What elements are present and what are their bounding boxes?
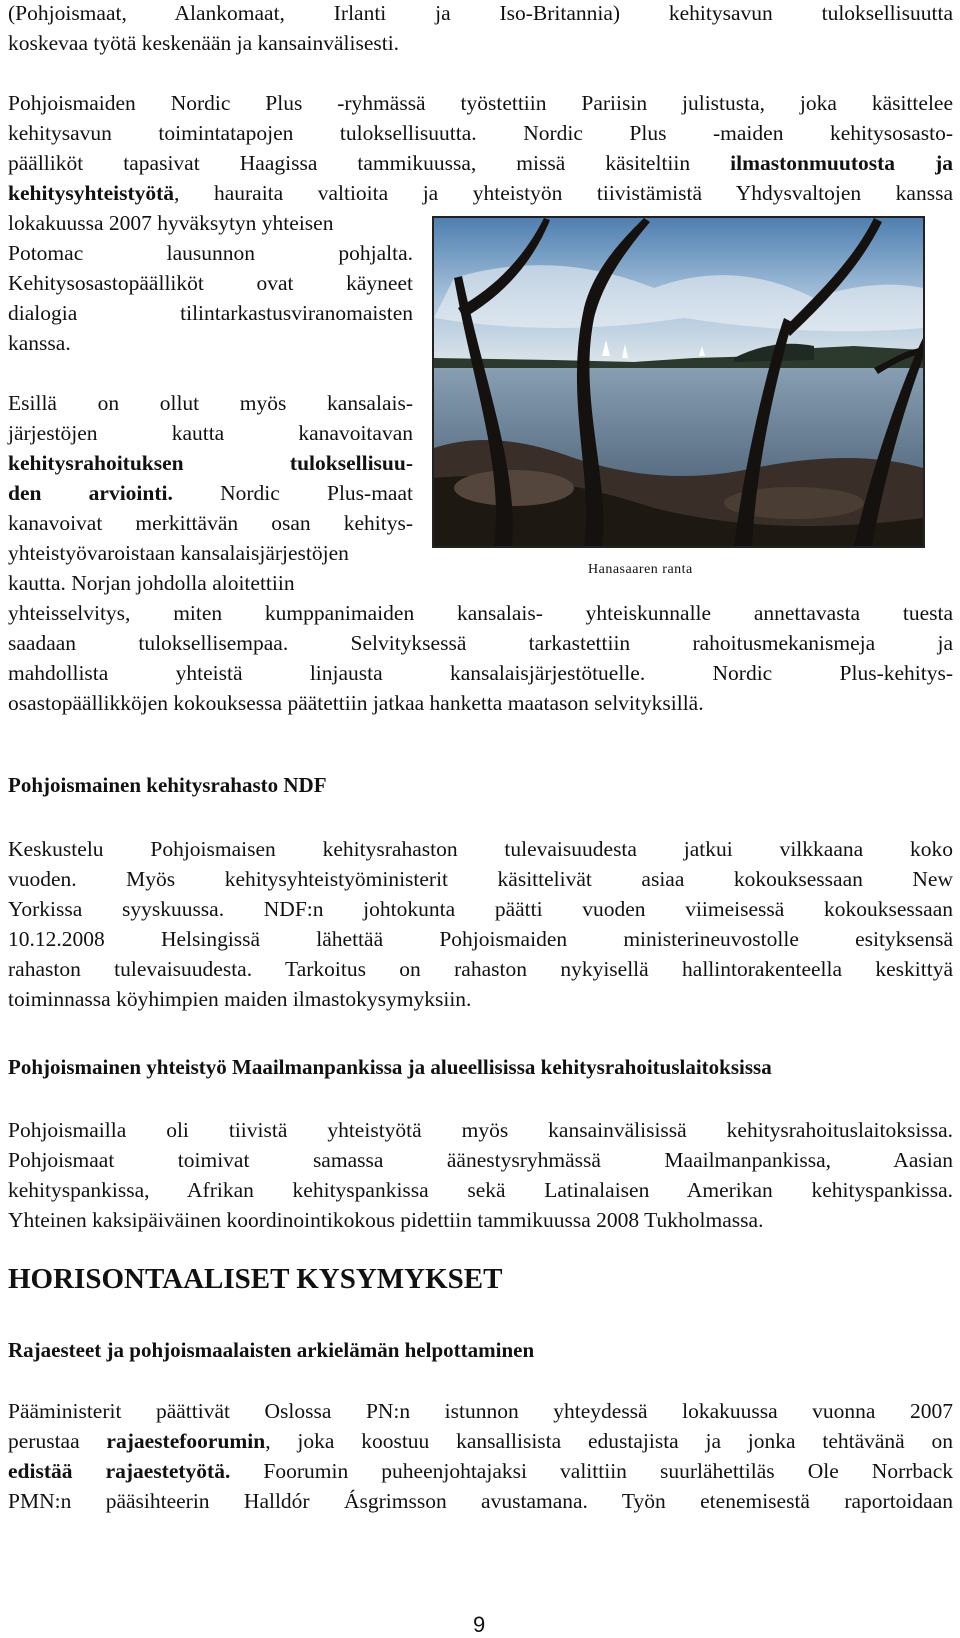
text-line: Pohjoismailla oli tiivistä yhteistyötä myös kansainvälisissä kehitysrahoituslaitoksissa. bbox=[8, 1118, 953, 1142]
text-line: kanssa. bbox=[8, 331, 71, 355]
text-line bbox=[8, 180, 953, 206]
text-line: toiminnassa köyhimpien maiden ilmastokysymyksiin. bbox=[8, 987, 472, 1011]
figure-caption: Hanasaaren ranta bbox=[588, 562, 693, 577]
text-line: Yhteinen kaksipäiväinen koordinointikokous pidettiin tammikuussa 2008 Tukholmassa. bbox=[8, 1208, 764, 1232]
text-line: Keskustelu Pohjoismaisen kehitysrahaston tulevaisuudesta jatkui vilkkaana koko bbox=[8, 837, 953, 861]
bold-term: edistää rajaestetyötä. bbox=[8, 1459, 231, 1483]
lake-shore-photo bbox=[432, 216, 925, 548]
text-line: Pääministerit päättivät Oslossa PN:n istunnon yhteydessä lokakuussa vuonna 2007 bbox=[8, 1399, 953, 1423]
text-line: (Pohjoismaat, Alankomaat, Irlanti ja Iso-Britannia) kehitysavun tuloksellisuutta bbox=[8, 1, 953, 25]
text-line bbox=[8, 1458, 953, 1484]
text-line: Kehitysosastopäälliköt ovat käyneet bbox=[8, 271, 413, 295]
text-line: 10.12.2008 Helsingissä lähettää Pohjoismaiden ministerineuvostolle esityksensä bbox=[8, 927, 953, 951]
text-line: Pohjoismaat toimivat samassa äänestysryhmässä Maailmanpankissa, Aasian bbox=[8, 1148, 953, 1172]
text-line: rahaston tulevaisuudesta. Tarkoitus on rahaston nykyisellä hallintorakenteella keskittyä bbox=[8, 957, 953, 981]
text-span: perustaa bbox=[8, 1429, 107, 1453]
text-line: yhteistyövaroistaan kansalaisjärjestöjen bbox=[8, 541, 349, 565]
page-number: 9 bbox=[473, 1612, 486, 1637]
text-line: yhteisselvitys, miten kumppanimaiden kansalais- yhteiskunnalle annettavasta tuesta bbox=[8, 601, 953, 625]
chapter-heading: HORISONTAALISET KYSYMYKSET bbox=[8, 1263, 503, 1295]
bold-term: rajaestefoorumin bbox=[106, 1429, 266, 1453]
text-line bbox=[8, 150, 953, 176]
text-line: Yorkissa syyskuussa. NDF:n johtokunta päätti vuoden viimeisessä kokouksessaan bbox=[8, 897, 953, 921]
bold-term: den arviointi. bbox=[8, 481, 173, 505]
bold-term: kehitysyhteistyötä bbox=[8, 181, 175, 205]
text-span: päälliköt tapasivat Haagissa tammikuussa, missä käsiteltiin bbox=[8, 151, 731, 175]
text-line: järjestöjen kautta kanavoitavan bbox=[8, 421, 413, 445]
text-line: kehitysrahoituksen tuloksellisuu- bbox=[8, 451, 413, 475]
section-heading: Rajaesteet ja pohjoismaalaisten arkielämän helpottaminen bbox=[8, 1338, 535, 1362]
text-line: Potomac lausunnon pohjalta. bbox=[8, 241, 413, 265]
text-span: Foorumin puheenjohtajaksi valittiin suurlähettiläs Ole Norrback bbox=[230, 1459, 953, 1483]
text-line: kanavoivat merkittävän osan kehitys- bbox=[8, 511, 413, 535]
bold-term: ilmastonmuutosta ja bbox=[730, 151, 953, 175]
text-line: kehityspankissa, Afrikan kehityspankissa sekä Latinalaisen Amerikan kehityspankissa. bbox=[8, 1178, 953, 1202]
section-heading: Pohjoismainen kehitysrahasto NDF bbox=[8, 773, 327, 797]
text-line bbox=[8, 480, 413, 506]
text-line: kautta. Norjan johdolla aloitettiin bbox=[8, 571, 295, 595]
text-line: PMN:n pääsihteerin Halldór Ásgrimsson avustamana. Työn etenemisestä raportoidaan bbox=[8, 1489, 953, 1513]
text-line: Esillä on ollut myös kansalais- bbox=[8, 391, 413, 415]
text-span: , joka koostuu kansallisista edustajista ja jonka tehtävänä on bbox=[265, 1429, 953, 1453]
text-line: kehitysavun toimintatapojen tuloksellisuutta. Nordic Plus -maiden kehitysosasto- bbox=[8, 121, 953, 145]
section-heading: Pohjoismainen yhteistyö Maailmanpankissa ja alueellisissa kehitysrahoituslaitoksissa bbox=[8, 1055, 772, 1079]
text-span: Nordic Plus-maat bbox=[172, 481, 413, 505]
text-span: , hauraita valtioita ja yhteistyön tiivistämistä Yhdysvaltojen kanssa bbox=[174, 181, 953, 205]
text-line: mahdollista yhteistä linjausta kansalaisjärjestötuelle. Nordic Plus-kehitys- bbox=[8, 661, 953, 685]
text-line bbox=[8, 1428, 953, 1454]
text-line: osastopäällikköjen kokouksessa päätettiin jatkaa hanketta maatason selvityksillä. bbox=[8, 691, 704, 715]
text-line: dialogia tilintarkastusviranomaisten bbox=[8, 301, 413, 325]
text-line: lokakuussa 2007 hyväksytyn yhteisen bbox=[8, 211, 334, 235]
text-line: vuoden. Myös kehitysyhteistyöministerit käsittelivät asiaa kokouksessaan New bbox=[8, 867, 953, 891]
text-line: saadaan tuloksellisempaa. Selvityksessä tarkastettiin rahoitusmekanismeja ja bbox=[8, 631, 953, 655]
text-line: Pohjoismaiden Nordic Plus -ryhmässä työstettiin Pariisin julistusta, joka käsittelee bbox=[8, 91, 953, 115]
text-line: koskevaa työtä keskenään ja kansainvälisesti. bbox=[8, 31, 400, 55]
photo-illustration bbox=[434, 218, 923, 546]
